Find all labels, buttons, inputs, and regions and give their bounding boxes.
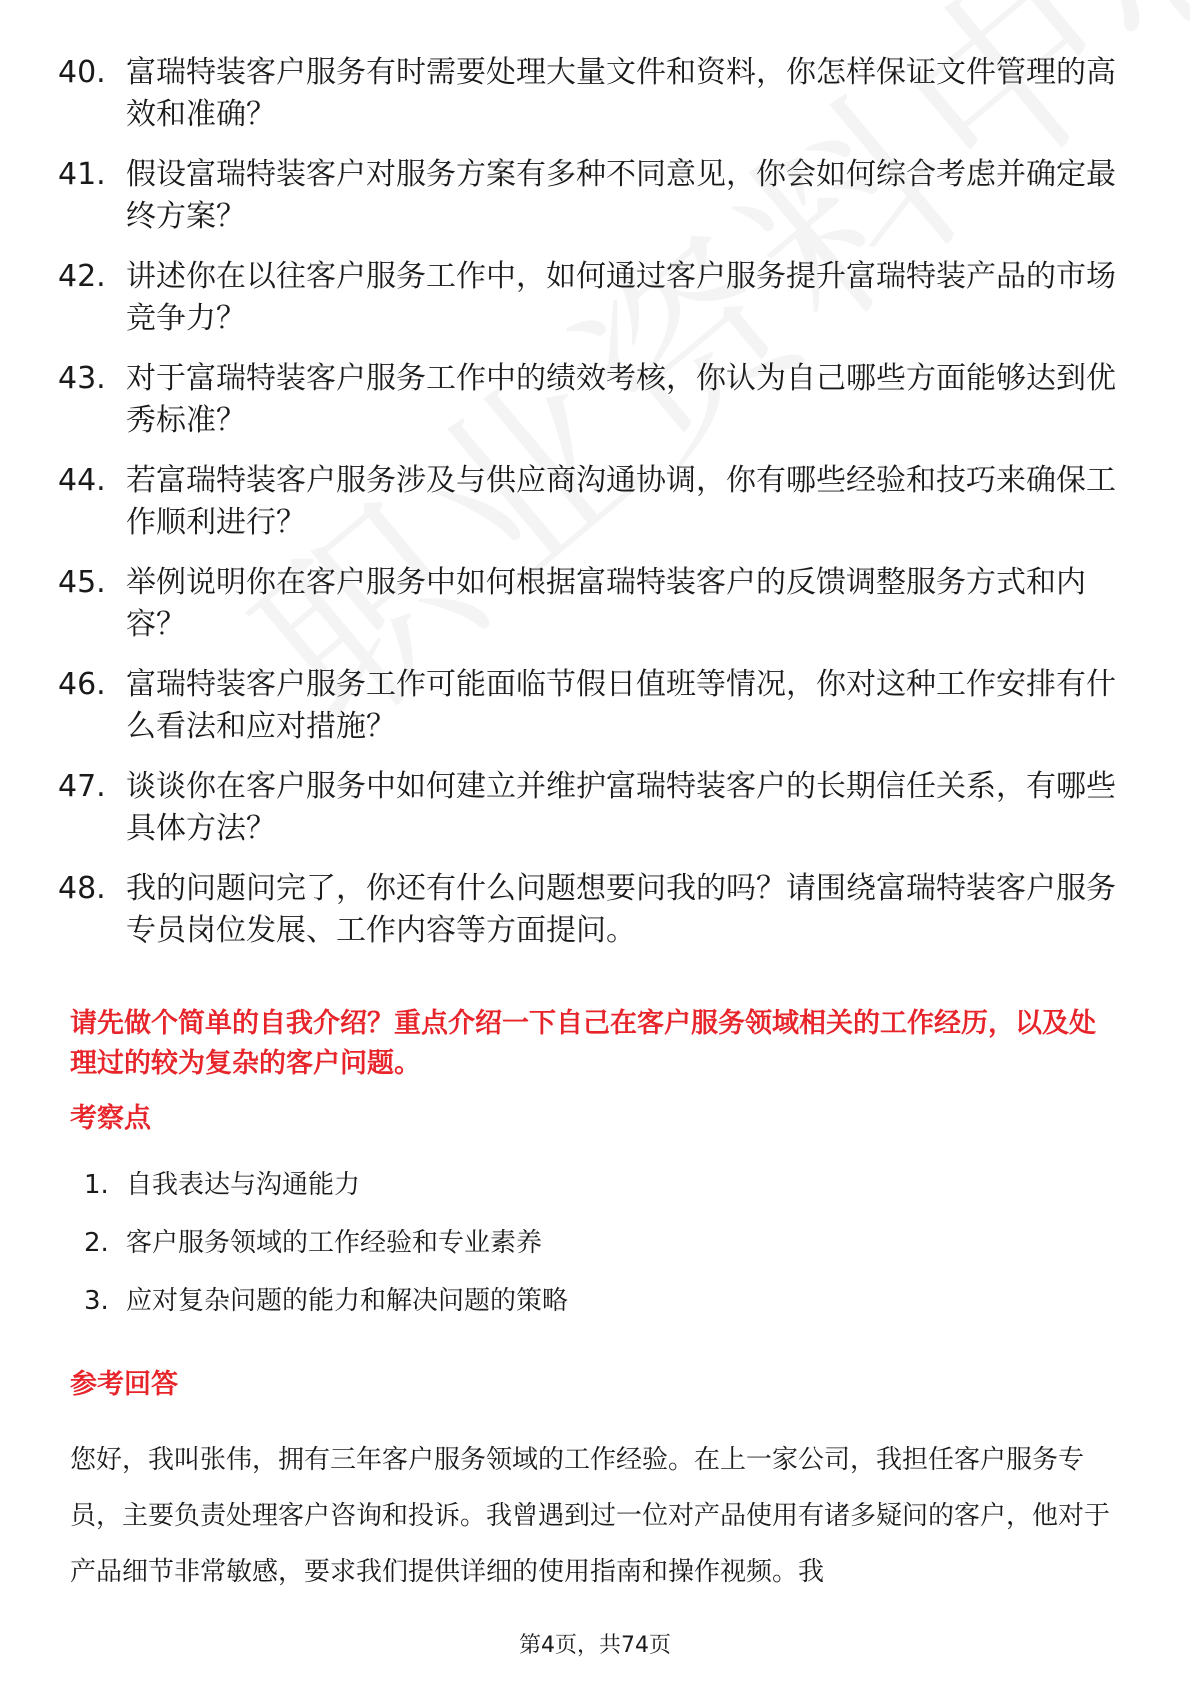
list-item	[58, 562, 1118, 646]
list-item	[58, 664, 1118, 748]
list-item	[58, 52, 1118, 136]
point-number: 2.	[84, 1228, 109, 1258]
question-number: 42.	[58, 259, 106, 294]
list-item	[84, 1167, 568, 1203]
list-item	[58, 358, 1118, 442]
question-text: 富瑞特装客户服务有时需要处理大量文件和资料，你怎样保证文件管理的高效和准确？	[126, 55, 1116, 132]
point-number: 1.	[84, 1170, 109, 1200]
point-text: 应对复杂问题的能力和解决问题的策略	[126, 1286, 569, 1316]
question-text: 富瑞特装客户服务工作可能面临节假日值班等情况，你对这种工作安排有什么看法和应对措施？	[126, 667, 1116, 744]
question-text: 我的问题问完了，你还有什么问题想要问我的吗？请围绕富瑞特装客户服务专员岗位发展、工作内容等方面提问。	[126, 871, 1116, 948]
question-text: 谈谈你在客户服务中如何建立并维护富瑞特装客户的长期信任关系，有哪些具体方法？	[126, 769, 1116, 846]
question-number: 46.	[58, 667, 106, 702]
question-text: 举例说明你在客户服务中如何根据富瑞特装客户的反馈调整服务方式和内容？	[126, 565, 1086, 642]
question-text: 对于富瑞特装客户服务工作中的绩效考核，你认为自己哪些方面能够达到优秀标准？	[126, 361, 1116, 438]
question-number: 45.	[58, 565, 106, 600]
list-item	[58, 868, 1118, 952]
question-number: 44.	[58, 463, 106, 498]
question-text: 若富瑞特装客户服务涉及与供应商沟通协调，你有哪些经验和技巧来确保工作顺利进行？	[126, 463, 1116, 540]
question-number: 40.	[58, 55, 106, 90]
answer-text: 您好，我叫张伟，拥有三年客户服务领域的工作经验。在上一家公司，我担任客户服务专员，主要负责处理客户咨询和投诉。我曾遇到过一位对产品使用有诸多疑问的客户，他对于产品细节非常敏感，要求我们提供详细的使用指南和操作视频。我	[70, 1445, 1111, 1587]
page-footer: 第4页，共74页	[519, 1633, 671, 1658]
question-text: 假设富瑞特装客户对服务方案有多种不同意见，你会如何综合考虑并确定最终方案？	[126, 157, 1116, 234]
list-item	[84, 1225, 568, 1261]
list-item	[58, 154, 1118, 238]
points-title: 考察点	[70, 1103, 151, 1134]
featured-question: 请先做个简单的自我介绍？重点介绍一下自己在客户服务领域相关的工作经历，以及处理过的较为复杂的客户问题。	[70, 1008, 1096, 1079]
list-item	[58, 460, 1118, 544]
question-number: 48.	[58, 871, 106, 906]
question-list	[58, 52, 1118, 970]
question-number: 43.	[58, 361, 106, 396]
answer-title: 参考回答	[70, 1369, 178, 1400]
list-item	[58, 256, 1118, 340]
question-number: 41.	[58, 157, 106, 192]
points-list	[84, 1167, 568, 1341]
question-number: 47.	[58, 769, 106, 804]
question-text: 讲述你在以往客户服务工作中，如何通过客户服务提升富瑞特装产品的市场竞争力？	[126, 259, 1116, 336]
point-number: 3.	[84, 1286, 109, 1316]
list-item	[58, 766, 1118, 850]
list-item	[84, 1283, 568, 1319]
point-text: 客户服务领域的工作经验和专业素养	[126, 1228, 543, 1258]
point-text: 自我表达与沟通能力	[126, 1170, 361, 1200]
